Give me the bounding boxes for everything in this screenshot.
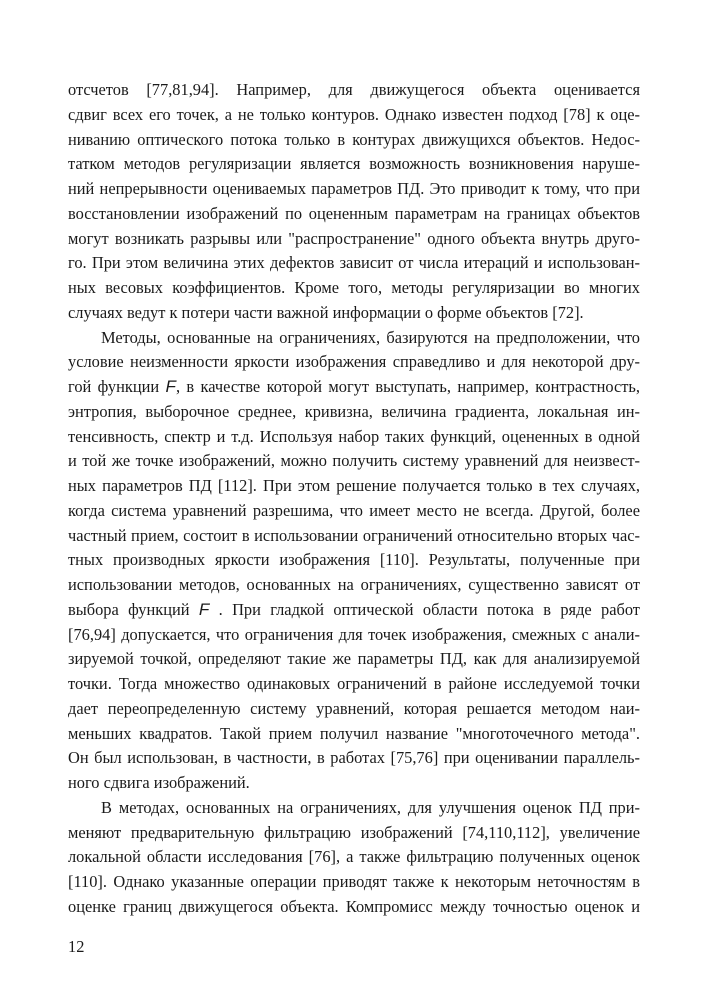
text-line: частный прием, состоит в использовании ограничений относительно вторых час- [68,525,640,545]
text-line: [110]. Однако указанные операции приводят также к некоторым неточностям в [68,872,640,891]
text-fragment: . При гладкой оптической области потока в ряде работ [218,599,640,619]
paragraph-first-line: В методах, основанных на ограничениях, для улучшения оценок ПД при- [101,797,640,817]
text-line: оценке границ движущегося объекта. Компромисс между точностью оценок и [68,896,640,916]
text-line: условие неизменности яркости изображения справедливо и для некоторой дру- [68,352,640,372]
text-line: энтропия, выборочное среднее, кривизна, величина градиента, локальная ин- [68,401,640,421]
page-number: 12 [68,937,85,956]
body-text [68,78,640,920]
text-line: отсчетов [77,81,94]. Например, для движущегося объекта оценивается [68,80,640,99]
text-fragment: гой функции [68,377,160,396]
text-line: сдвиг всех его точек, а не только контуров. Однако известен подход [78] к оце- [68,104,640,124]
text-line: точки. Тогда множество одинаковых ограничений в районе исследуемой точки [68,674,640,693]
text-line: меньших квадратов. Такой прием получил название "многоточечного метода". [68,723,640,743]
text-line-with-formula [68,375,640,400]
text-line: [76,94] допускается, что ограничения для точек изображения, смежных с анали- [68,624,640,644]
text-line: могут возникать разрывы или "распространение" одного объекта внутрь друго- [68,228,640,248]
text-line: использовании методов, основанных на ограничениях, существенно зависят от [68,575,640,594]
text-line: локальной области исследования [76], а также фильтрацию полученных оценок [68,847,640,867]
formula-symbol: F [165,377,176,396]
text-line: ний непрерывности оцениваемых параметров ПД. Это приводит к тому, что при [68,179,640,198]
text-fragment: , в качестве которой могут выступать, например, контрастность, [175,377,640,396]
text-line: дает переопределенную систему уравнений, которая решается методом наи- [68,698,640,718]
paragraph-first-line: Методы, основанные на ограничениях, базируются на предположении, что [101,327,640,347]
text-line: восстановлении изображений по оцененным параметрам на границах объектов [68,203,640,223]
text-line: тных производных яркости изображения [110]. Результаты, полученные при [68,550,640,570]
text-line: зируемой точкой, определяют такие же параметры ПД, как для анализируемой [68,649,640,669]
text-line: ных параметров ПД [112]. При этом решение получается только в тех случаях, [68,476,640,495]
text-line: ных весовых коэффициентов. Кроме того, методы регуляризации во многих [68,278,640,297]
text-line: случаях ведут к потери части важной информации о форме объектов [72]. [68,302,584,322]
text-line-with-formula [68,598,640,623]
text-line: меняют предварительную фильтрацию изображений [74,110,112], увеличение [68,822,640,842]
text-line: когда система уравнений разрешима, что имеет место не всегда. Другой, более [68,500,640,520]
text-line: и той же точке изображений, можно получить систему уравнений для неизвест- [68,451,640,471]
text-line: ного сдвига изображений. [68,773,250,792]
text-line: го. При этом величина этих дефектов зависит от числа итераций и использован- [68,253,640,273]
formula-symbol: F [198,599,210,619]
text-line: Он был использован, в частности, в работах [75,76] при оценивании параллель- [68,748,640,768]
text-line: ниванию оптического потока только в контурах движущихся объектов. Недос- [68,129,640,149]
text-fragment: выбора функций [68,599,190,619]
text-line: татком методов регуляризации является возможность возникновения наруше- [68,154,640,174]
text-line: тенсивность, спектр и т.д. Используя набор таких функций, оцененных в одной [68,426,640,446]
